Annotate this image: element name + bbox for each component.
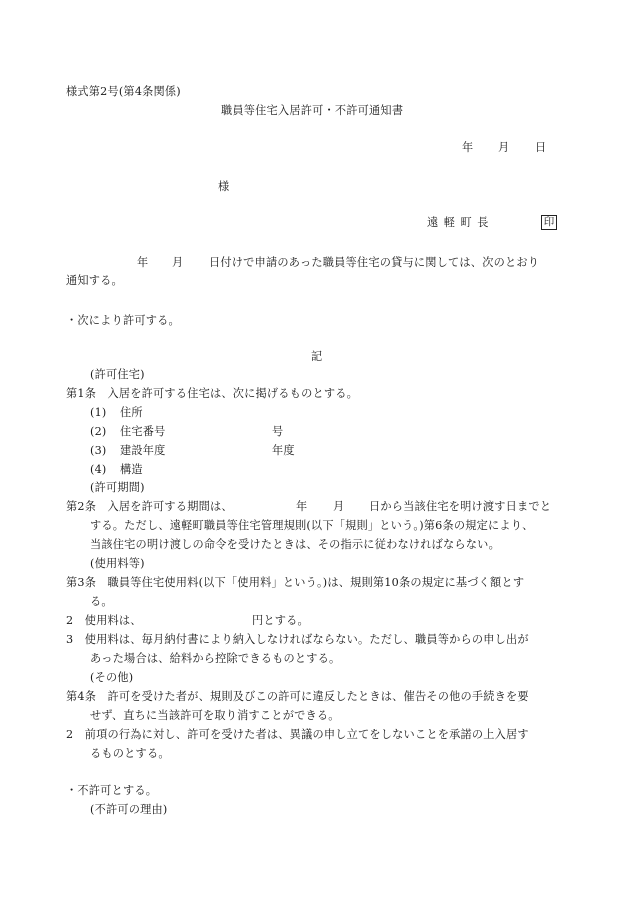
date-year-label: 年 xyxy=(462,141,474,154)
form-number: 様式第2号(第4条関係) xyxy=(66,85,181,98)
article-1: 第1条 入居を許可する住宅は、次に掲げるものとする。 xyxy=(66,387,359,400)
article-3-para-3-line-1: 3 使用料は、毎月納付書により納入しなければならない。ただし、職員等からの申し出が xyxy=(66,633,529,646)
date-day-label: 日 xyxy=(535,141,547,154)
article-3-para-2: 2 使用料は、 xyxy=(66,614,142,627)
item-label: 住所 xyxy=(120,406,143,419)
item-label: 建設年度 xyxy=(120,444,166,457)
article-2-month-label: 月 xyxy=(333,500,345,513)
article-2-line-1: 第2条 入居を許可する期間は、 xyxy=(66,500,233,513)
item-label: 構造 xyxy=(120,463,143,476)
intro-month-label: 月 xyxy=(172,256,184,269)
article-2-line-3: 当該住宅の明け渡しの命令を受けたときは、その指示に従わなければならない。 xyxy=(90,538,500,551)
item-number: (3) xyxy=(90,444,107,457)
article-2-line-1-end: 日から当該住宅を明け渡す日までと xyxy=(369,500,552,513)
heading-permitted-house: (許可住宅) xyxy=(90,368,145,381)
heading-permit-period: (許可期間) xyxy=(90,481,145,494)
article-3-line-1: 第3条 職員等住宅使用料(以下「使用料」という。)は、規則第10条の規定に基づく額とす xyxy=(66,576,525,589)
article-3-para-3-line-2: あった場合は、給料から控除できるものとする。 xyxy=(90,652,341,665)
item-number: (4) xyxy=(90,463,107,476)
article-4-line-1: 第4条 許可を受けた者が、規則及びこの許可に違反したときは、催告その他の手続きを要 xyxy=(66,690,529,703)
permit-option: ・次により許可する。 xyxy=(66,314,180,327)
seal-mark: 印 xyxy=(541,215,557,230)
article-4-para-2-line-1: 2 前項の行為に対し、許可を受けた者は、異議の申し立てをしないことを承諾の上入居す xyxy=(66,728,529,741)
item-number: (2) xyxy=(90,425,107,438)
heading-other: (その他) xyxy=(90,671,134,684)
heading-fee: (使用料等) xyxy=(90,557,145,570)
document-title: 職員等住宅入居許可・不許可通知書 xyxy=(221,104,404,117)
date-month-label: 月 xyxy=(498,141,510,154)
article-3-line-2: る。 xyxy=(90,595,113,608)
ki-heading: 記 xyxy=(311,350,323,363)
addressee-suffix: 様 xyxy=(218,180,230,193)
article-2-line-2: する。ただし、遠軽町職員等住宅管理規則(以下「規則」という。)第6条の規定により、 xyxy=(90,519,534,532)
item-label: 住宅番号 xyxy=(120,425,166,438)
deny-option: ・不許可とする。 xyxy=(66,784,158,797)
article-4-line-2: せず、直ちに当該許可を取り消すことができる。 xyxy=(90,709,340,722)
item-number: (1) xyxy=(90,406,107,419)
issuer-name: 遠 軽 町 長 xyxy=(427,216,490,229)
intro-line-2: 通知する。 xyxy=(66,274,123,287)
article-4-para-2-line-2: るものとする。 xyxy=(90,747,170,760)
item-suffix: 年度 xyxy=(272,444,295,457)
article-2-year-label: 年 xyxy=(296,500,308,513)
item-suffix: 号 xyxy=(272,425,284,438)
article-3-para-2-end: 円とする。 xyxy=(252,614,309,627)
intro-line-1: 日付けで申請のあった職員等住宅の貸与に関しては、次のとおり xyxy=(209,256,540,269)
heading-deny-reason: (不許可の理由) xyxy=(90,803,168,816)
intro-year-label: 年 xyxy=(137,256,149,269)
